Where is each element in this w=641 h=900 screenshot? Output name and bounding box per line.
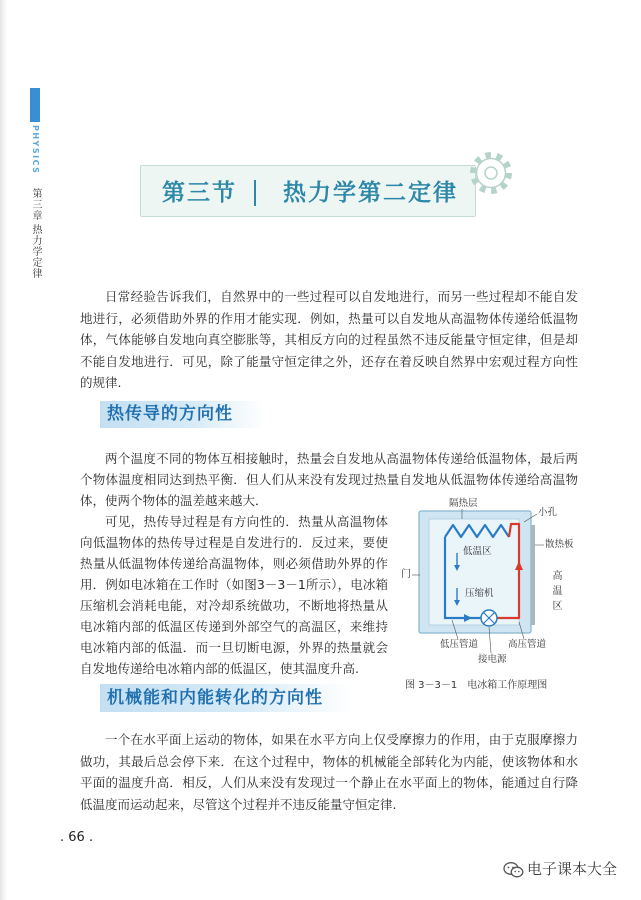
fridge-low-temp-compartment	[429, 519, 519, 625]
paragraph-line: 自发地传递给电冰箱内部的低温区，使其温度升高.	[80, 660, 359, 676]
subsection-heading-energy-conversion: 机械能和内能转化的方向性	[100, 684, 352, 712]
page-number: . 66 .	[60, 830, 94, 845]
paragraph-line: 地进行，必须借助外界的作用才能实现．例如，热量可以自发地从高温物体传递给低温物	[80, 310, 578, 326]
paragraph-line: 电冰箱内部的低温区传递到外部空气的高温区，来维持	[80, 618, 388, 634]
paragraph-line: 做功，其最后总会停下来．在这个过程中，物体的机械能全部转化为内能，使该物体和水	[80, 753, 578, 769]
section-title-divider	[254, 180, 256, 206]
paragraph-line: 热量从低温物体传递给高温物体，则必须借助外界的作	[80, 555, 388, 571]
paragraph-line: 体，使两个物体的温差越来越大．	[80, 492, 268, 508]
watermark-text: 电子课本大全	[527, 860, 618, 878]
paragraph-line: 体，气体能够自发地向真空膨胀等，其相反方向的过程虽然不违反能量守恒定律，但是却	[80, 332, 578, 347]
intro-paragraph	[80, 286, 578, 394]
label-high-pressure-pipe: 高压管道	[508, 639, 547, 650]
sidebar-chapter-title: 热力学定律	[30, 224, 41, 279]
paragraph-line: 日常经验告诉我们，自然界中的一些过程可以自发地进行，而另一些过程却不能自发	[105, 289, 578, 304]
figure-caption: 图 3－3－1 电冰箱工作原理图	[405, 680, 548, 691]
sidebar-subject-label: PHYSICS	[31, 125, 40, 175]
label-low-pressure-pipe: 低压管道	[440, 639, 479, 650]
paragraph-line: 两个温度不同的物体互相接触时，热量会自发地从高温物体传递给低温物体，最后两	[105, 450, 578, 466]
page-gutter-shadow	[0, 0, 7, 900]
sidebar-chapter-number: 第三章	[30, 188, 41, 221]
paragraph-line: 低温度而运动起来，尽管这个过程并不违反能量守恒定律.	[80, 797, 397, 813]
section-number: 第三节	[162, 180, 237, 206]
gear-icon	[466, 148, 516, 198]
paragraph-line: 个物体温度相同达到热平衡．但人们从来没有发现过热量自发地从低温物体传递给高温物	[80, 471, 578, 487]
sidebar-color-bar	[30, 88, 40, 122]
label-insulation-layer: 隔热层	[449, 498, 478, 509]
subsection-heading-heat-conduction: 热传导的方向性	[100, 401, 265, 428]
label-heat-sink: 散热板	[545, 539, 574, 550]
paragraph-line: 向低温物体的热传导过程是自发进行的．反过来，要使	[80, 534, 388, 550]
label-power-connection: 接电源	[478, 654, 507, 665]
paragraph-line: 可见，热传导过程是有方向性的．热量从高温物体	[105, 513, 388, 529]
wechat-icon	[503, 861, 524, 879]
paragraph-line: 不能自发地进行．可见，除了能量守恒定律之外，还存在着反映自然界中宏观过程方向性	[80, 353, 578, 369]
label-small-hole: 小孔	[538, 507, 558, 518]
paragraph-line: 用．例如电冰箱在工作时（如图3－3－1所示），电冰箱	[80, 576, 388, 592]
paragraph-line: 压缩机会消耗电能，对冷却系统做功，不断地将热量从	[80, 597, 388, 613]
heat-conduction-paragraph-2	[80, 511, 388, 679]
fridge-heat-sink-plate	[531, 525, 535, 625]
energy-conversion-paragraph	[80, 729, 578, 816]
section-title: 热力学第二定律	[283, 180, 458, 206]
paragraph-line: 的规律.	[80, 375, 122, 390]
label-door: 门	[401, 569, 411, 580]
label-high-temp-zone: 高温区	[550, 570, 561, 615]
paragraph-line: 平面的温度升高．相反，人们从来没有发现过一个静止在水平面上的物体，能通过自行降	[80, 775, 578, 791]
label-low-temp-zone: 低温区	[463, 546, 492, 557]
paragraph-line: 一个在水平面上运动的物体，如果在水平方向上仅受摩擦力的作用，由于克服摩擦力	[105, 732, 578, 747]
paragraph-line: 电冰箱内部的低温．而一旦切断电源，外界的热量就会	[80, 639, 388, 655]
label-compressor: 压缩机	[465, 588, 494, 599]
